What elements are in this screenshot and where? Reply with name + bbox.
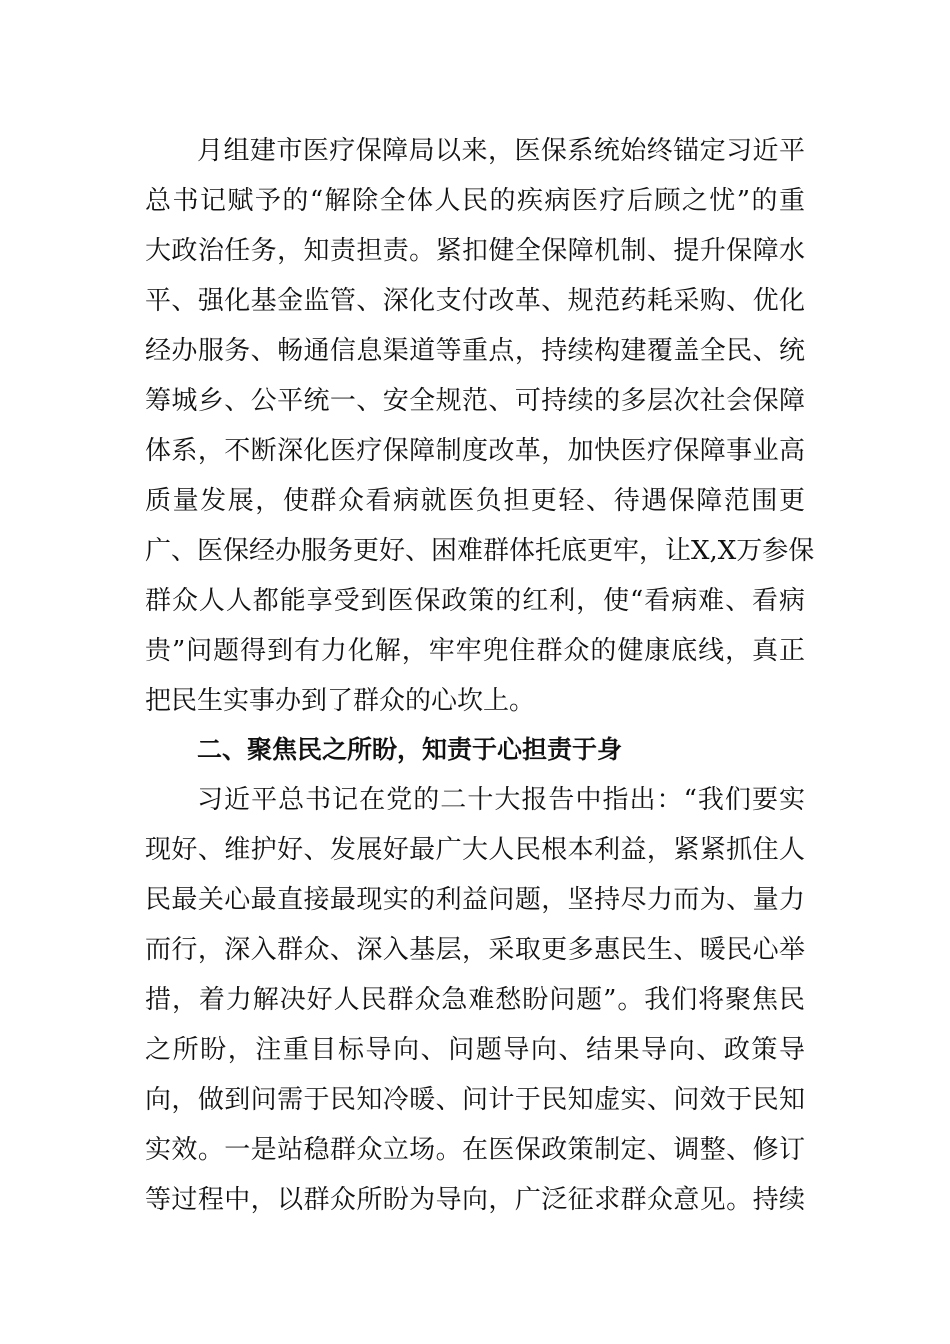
paragraph-line: 群众人人都能享受到医保政策的红利，使“看病难、看病 (145, 586, 805, 616)
paragraph-line: 民最关心最直接最现实的利益问题，坚持尽力而为、量力 (145, 885, 805, 915)
paragraph-line: 把民生实事办到了群众的心坎上。 (145, 686, 536, 716)
paragraph-line: 质量发展，使群众看病就医负担更轻、待遇保障范围更 (145, 486, 805, 516)
paragraph-line: 广、医保经办服务更好、困难群体托底更牢，让X,X万参保 (145, 536, 815, 566)
paragraph-line: 大政治任务，知责担责。紧扣健全保障机制、提升保障水 (145, 236, 805, 266)
paragraph-line: 措，着力解决好人民群众急难愁盼问题”。我们将聚焦民 (145, 985, 805, 1015)
paragraph-line: 现好、维护好、发展好最广大人民根本利益，紧紧抓住人 (145, 835, 805, 865)
paragraph-line: 习近平总书记在党的二十大报告中指出：“我们要实 (197, 785, 805, 815)
paragraph-line: 之所盼，注重目标导向、问题导向、结果导向、政策导 (145, 1035, 805, 1065)
paragraph-line: 向，做到问需于民知冷暖、问计于民知虚实、问效于民知 (145, 1085, 805, 1115)
paragraph-line: 实效。一是站稳群众立场。在医保政策制定、调整、修订 (145, 1135, 805, 1165)
section-heading: 二、聚焦民之所盼，知责于心担责于身 (197, 735, 623, 764)
paragraph-line: 等过程中，以群众所盼为导向，广泛征求群众意见。持续 (145, 1185, 805, 1215)
paragraph-line: 平、强化基金监管、深化支付改革、规范药耗采购、优化 (145, 286, 805, 316)
paragraph-line: 经办服务、畅通信息渠道等重点，持续构建覆盖全民、统 (145, 336, 805, 366)
paragraph-line: 体系，不断深化医疗保障制度改革，加快医疗保障事业高 (145, 436, 805, 466)
paragraph-line: 贵”问题得到有力化解，牢牢兜住群众的健康底线，真正 (145, 636, 805, 666)
paragraph-line: 筹城乡、公平统一、安全规范、可持续的多层次社会保障 (145, 386, 805, 416)
paragraph-line: 月组建市医疗保障局以来，医保系统始终锚定习近平 (197, 136, 805, 166)
paragraph-line: 而行，深入群众、深入基层，采取更多惠民生、暖民心举 (145, 935, 805, 965)
paragraph-line: 总书记赋予的“解除全体人民的疾病医疗后顾之忧”的重 (145, 186, 805, 216)
